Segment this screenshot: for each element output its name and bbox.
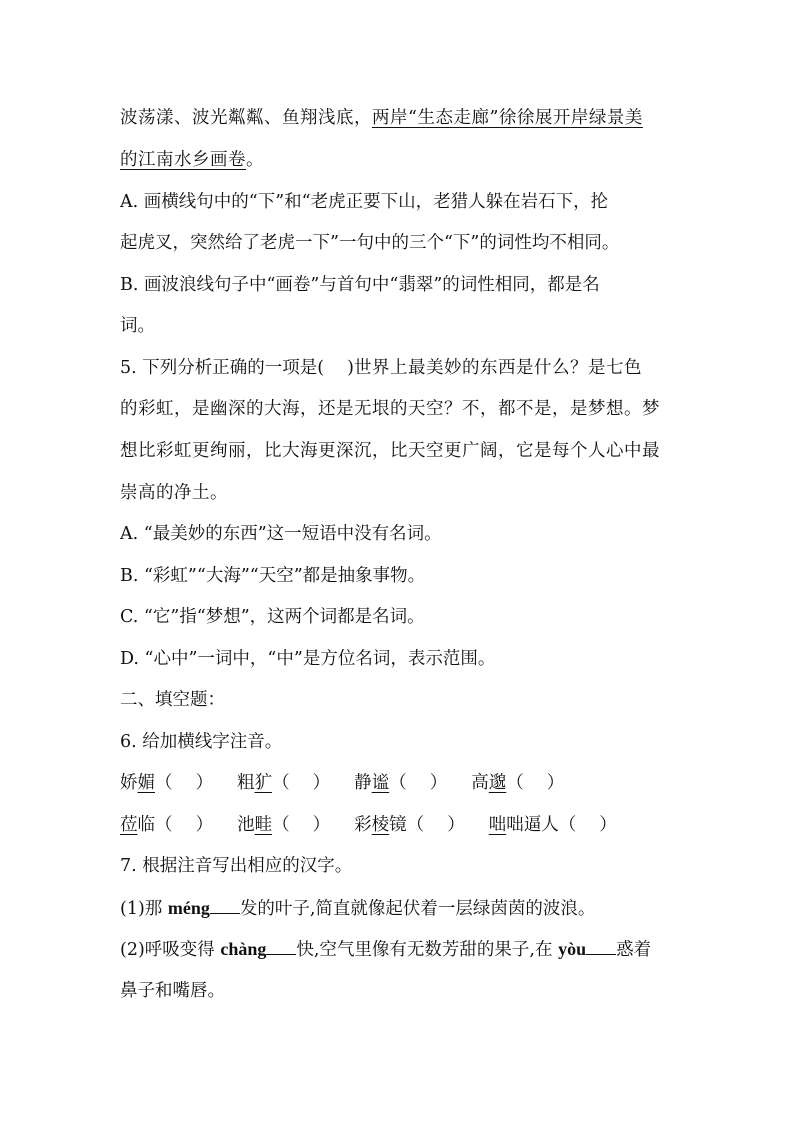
passage-text: 波荡漾、波光粼粼、鱼翔浅底， [120, 108, 372, 128]
pinyin-label: chàng [220, 939, 267, 959]
option-a-line-2: 起虎叉，突然给了老虎一下”一句中的三个“下”的词性均不相同。 [120, 233, 620, 253]
question-5-passage-line-3: 想比彩虹更绚丽，比大海更深沉，比天空更广阔，它是每个人心中最 [120, 441, 660, 461]
answer-blank[interactable] [210, 897, 240, 914]
answer-blank[interactable] [266, 938, 296, 955]
option-a-line-1: A. 画横线句中的“下”和“老虎正要下山，老猎人躲在岩石下，抡 [120, 192, 609, 212]
pinyin-item: 咄咄逼人（ ） [488, 815, 617, 835]
passage-line-2 [120, 148, 264, 172]
section-heading: 二、填空题： [120, 690, 225, 710]
underlined-sentence: 两岸“生态走廊”徐徐展开岸绿景美 [372, 108, 643, 128]
question-6-row-1 [120, 771, 564, 795]
passage-line-1 [120, 106, 643, 130]
option-b-line-1: B. 画波浪线句子中“画卷”与首句中“翡翠”的词性相同，都是名 [120, 275, 600, 295]
option-b-line-2: 词。 [120, 316, 155, 336]
question-6-title: 6. 给加横线字注音。 [120, 732, 283, 752]
question-7-title: 7. 根据注音写出相应的汉字。 [120, 856, 353, 876]
question-5-option-b: B. “彩虹”“大海”“天空”都是抽象事物。 [120, 566, 426, 586]
pinyin-item: 高邈（ ） [471, 773, 565, 793]
pinyin-item: 莅临（ ） [120, 815, 214, 835]
question-5-passage-start: 世界上最美妙的东西是什么？是七色 [353, 358, 642, 378]
question-5-passage-line-4: 崇高的净土。 [120, 483, 228, 503]
pinyin-label: méng [167, 898, 210, 918]
passage-period: 。 [246, 150, 264, 170]
question-5-option-c: C. “它”指“梦想”，这两个词都是名词。 [120, 607, 425, 627]
pinyin-item: 娇媚（ ） [120, 773, 214, 793]
question-7-item-1: (1)那 méng 发的叶子,简直就像起伏着一层绿茵茵的波浪。 [120, 898, 596, 919]
pinyin-label: yòu [558, 939, 587, 959]
question-6-row-2 [120, 813, 617, 837]
pinyin-item: 池畦（ ） [237, 815, 331, 835]
answer-blank[interactable] [586, 938, 616, 955]
question-7-item-2-line-2: 鼻子和嘴唇。 [120, 981, 225, 1001]
question-5-prompt: 5. 下列分析正确的一项是( ) [120, 358, 354, 378]
pinyin-item: 粗犷（ ） [237, 773, 331, 793]
question-7-item-2: (2)呼吸变得 chàng 快,空气里像有无数芳甜的果子,在 yòu 惑着 [120, 939, 652, 960]
pinyin-item: 彩棱镜（ ） [354, 815, 465, 835]
underlined-sentence-end: 的江南水乡画卷 [120, 150, 246, 170]
question-5-option-d: D. “心中”一词中，“中”是方位名词，表示范围。 [120, 649, 496, 669]
pinyin-item: 静谧（ ） [354, 773, 448, 793]
question-5-stem [120, 356, 642, 380]
question-5-passage-line-2: 的彩虹，是幽深的大海，还是无垠的天空？不，都不是，是梦想。梦 [120, 399, 660, 419]
question-5-option-a: A. “最美妙的东西”这一短语中没有名词。 [120, 524, 442, 544]
